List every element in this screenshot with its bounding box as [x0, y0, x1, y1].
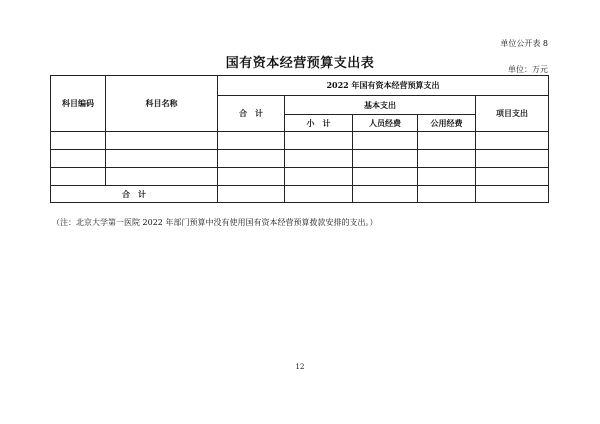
table-cell [106, 150, 218, 168]
table-cell [476, 132, 549, 150]
form-number: 单位公开表 8 [500, 39, 548, 48]
table-row [51, 150, 549, 168]
table-cell [285, 186, 353, 203]
table-cell [353, 150, 418, 168]
header-project-expenditure: 项目支出 [476, 96, 549, 132]
table-cell [218, 168, 285, 186]
table-cell [353, 132, 418, 150]
table-cell [218, 186, 285, 203]
header-personnel: 人员经费 [353, 115, 418, 132]
unit-label: 单位：万元 [508, 65, 548, 74]
table-cell [476, 168, 549, 186]
table-cell [285, 150, 353, 168]
footnote: （注：北京大学第一医院 2022 年部门预算中没有使用国有资本经营预算拨款安排的支出。） [52, 218, 378, 227]
header-subject-code: 科目编码 [51, 76, 106, 132]
header-basic-expenditure: 基本支出 [285, 96, 476, 115]
total-row [51, 186, 549, 203]
table-row [51, 168, 549, 186]
table-cell [218, 150, 285, 168]
table-row [51, 132, 549, 150]
header-row-1 [51, 76, 549, 96]
table-cell [51, 168, 106, 186]
total-row-label: 合 计 [51, 186, 218, 203]
table-cell [51, 132, 106, 150]
page-number: 12 [295, 363, 305, 371]
table-cell [51, 150, 106, 168]
table-cell [418, 150, 476, 168]
table-cell [218, 132, 285, 150]
table-cell [106, 168, 218, 186]
table-cell [353, 168, 418, 186]
header-total: 合 计 [218, 96, 285, 132]
table-cell [285, 132, 353, 150]
header-public: 公用经费 [418, 115, 476, 132]
page-title: 国有资本经营预算支出表 [225, 56, 375, 71]
header-group-title: 2022 年国有资本经营预算支出 [218, 76, 549, 96]
table-cell [476, 186, 549, 203]
table-cell [418, 168, 476, 186]
budget-table [50, 75, 549, 203]
table-cell [418, 186, 476, 203]
table-cell [285, 168, 353, 186]
table-cell [476, 150, 549, 168]
header-subject-name: 科目名称 [106, 76, 218, 132]
table-cell [353, 186, 418, 203]
table-cell [106, 132, 218, 150]
header-subtotal: 小 计 [285, 115, 353, 132]
table-cell [418, 132, 476, 150]
